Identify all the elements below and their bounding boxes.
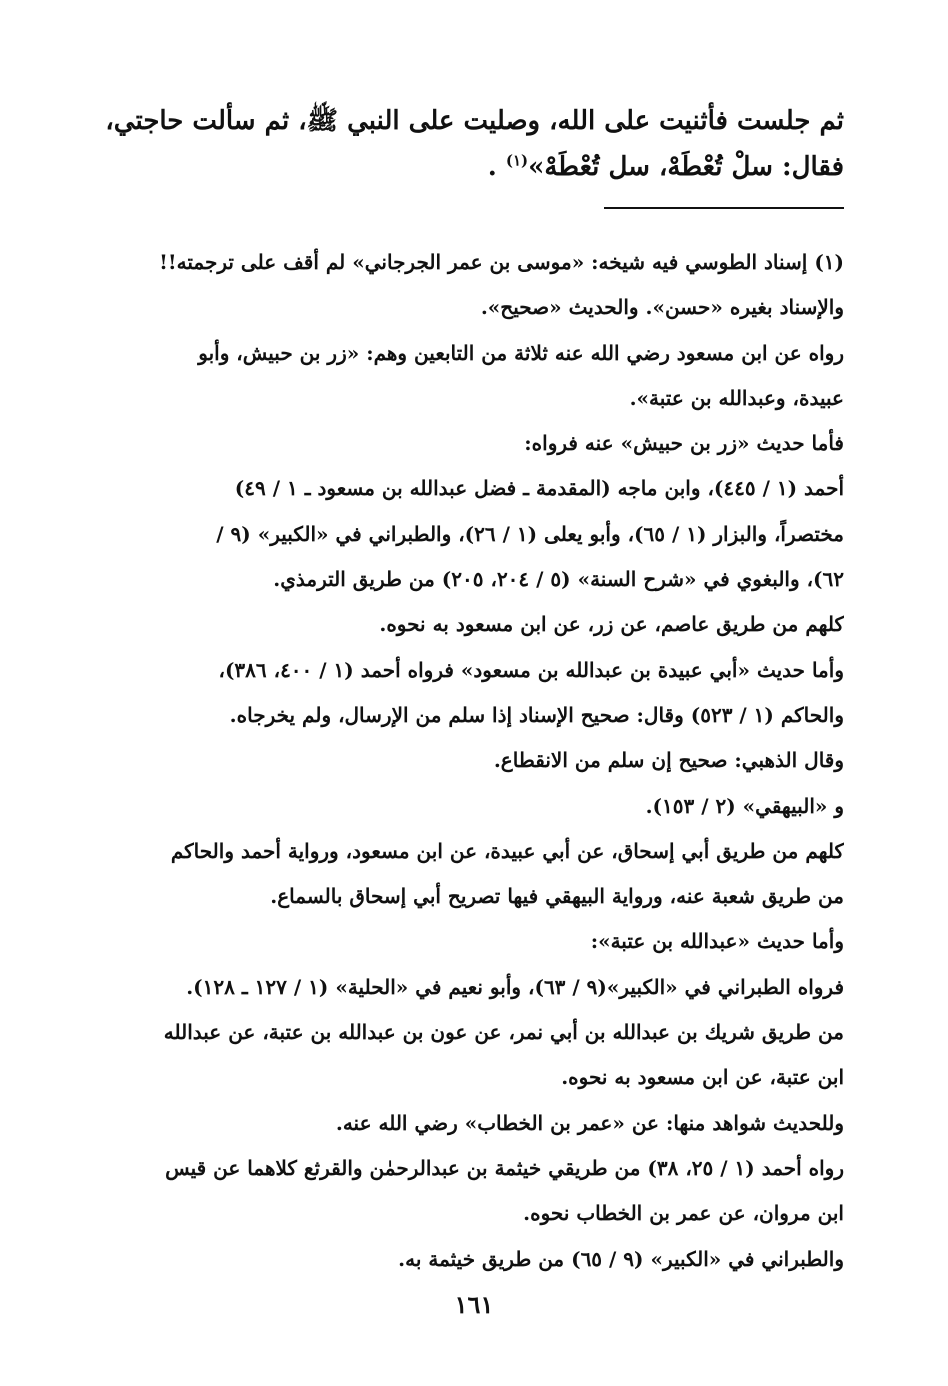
footnote-line: مختصراً، والبزار (١ / ٦٥)، وأبو يعلى (١ / ٢٦)، والطبراني في «الكبير» (٩ / (216, 521, 844, 546)
footnote-line: وقال الذهبي: صحيح إن سلم من الانقطاع. (493, 748, 844, 773)
main-text (104, 98, 844, 190)
main-text-line: ثم جلست فأثنيت على الله، وصليت على النبي ﷺ، ثم سألت حاجتي، (105, 106, 844, 136)
footnote-line: وأما حديث «أبي عبيدة بن عبدالله بن مسعود» فرواه أحمد (١ / ٤٠٠، ٣٨٦)، (218, 657, 844, 682)
footnote-line: رواه عن ابن مسعود رضي الله عنه ثلاثة من التابعين وهم: «زر بن حبيش، وأبو (198, 340, 844, 365)
footnote-line: فأما حديث «زر بن حبيش» عنه فرواه: (524, 431, 844, 456)
footnote-line: وأما حديث «عبدالله بن عتبة»: (590, 929, 844, 954)
footnote-line: ٦٢)، والبغوي في «شرح السنة» (٥ / ٢٠٤، ٢٠٥) من طريق الترمذي. (273, 567, 844, 592)
footnote-line: من طريق شريك بن عبدالله بن أبي نمر، عن عون بن عبدالله بن عتبة، عن عبدالله (163, 1020, 844, 1045)
footnotes-section (104, 240, 844, 1282)
footnote-line: والإسناد بغيره «حسن». والحديث «صحيح». (480, 295, 844, 320)
main-text-line-end: . (487, 152, 506, 182)
footnote-line: ابن عتبة، عن ابن مسعود به نحوه. (561, 1065, 844, 1090)
footnote-line: أحمد (١ / ٤٤٥)، وابن ماجه (المقدمة ـ فضل عبدالله بن مسعود ـ ١ / ٤٩) (234, 476, 844, 501)
footnote-line: و «البيهقي» (٢ / ١٥٣). (645, 793, 844, 818)
footnote-line: والحاكم (١ / ٥٢٣) وقال: صحيح الإسناد إذا سلم من الإرسال، ولم يخرجاه. (229, 702, 844, 727)
footnote-separator (604, 207, 844, 209)
footnote-line: كلهم من طريق أبي إسحاق، عن أبي عبيدة، عن ابن مسعود، ورواية أحمد والحاكم (170, 838, 844, 863)
main-text-line (104, 144, 844, 190)
footnote-line: ابن مروان، عن عمر بن الخطاب نحوه. (523, 1201, 844, 1226)
footnote-line: (١) إسناد الطوسي فيه شيخه: «موسى بن عمر الجرجاني» لم أقف على ترجمته!! (159, 250, 844, 274)
page-number: ١٦١ (454, 1290, 494, 1319)
footnote-line: فرواه الطبراني في «الكبير»(٩ / ٦٣)، وأبو نعيم في «الحلية» (١ / ١٢٧ ـ ١٢٨). (186, 974, 844, 999)
footnote-reference: (١) (505, 151, 529, 170)
footnote-line: عبيدة، وعبدالله بن عتبة». (629, 385, 844, 410)
footnote-line: كلهم من طريق عاصم، عن زر، عن ابن مسعود به نحوه. (379, 612, 844, 637)
footnote-line: والطبراني في «الكبير» (٩ / ٦٥) من طريق خيثمة به. (398, 1246, 844, 1271)
main-text-line-content: فقال: سلْ تُعْطَهْ، سل تُعْطَهْ» (528, 152, 844, 182)
footnote-line: من طريق شعبة عنه، ورواية البيهقي فيها تصريح أبي إسحاق بالسماع. (270, 884, 844, 909)
footnote-line: رواه أحمد (١ / ٢٥، ٣٨) من طريقي خيثمة بن عبدالرحمٰن والقرثع كلاهما عن قيس (165, 1155, 844, 1180)
footnote-line: وللحديث شواهد منها: عن «عمر بن الخطاب» رضي الله عنه. (335, 1110, 844, 1135)
